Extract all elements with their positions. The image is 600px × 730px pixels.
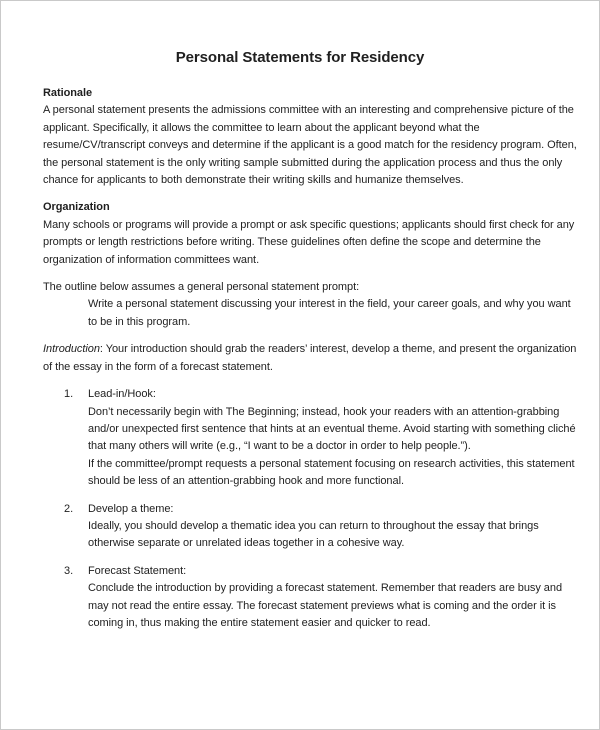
list-item-develop-a-theme bbox=[43, 501, 577, 553]
outline-lead: The outline below assumes a general personal statement prompt: bbox=[43, 281, 360, 294]
list-number: 1. bbox=[64, 388, 74, 401]
section-heading-organization: Organization bbox=[43, 201, 110, 214]
section-rationale bbox=[43, 85, 577, 189]
list-number: 3. bbox=[64, 564, 74, 577]
list-item-paragraph: If the committee/prompt requests a personal statement focusing on research activities, this statement should be less of an attention-grabbing hook and more functional. bbox=[88, 457, 575, 488]
list-item-title: Develop a theme: bbox=[88, 502, 174, 515]
list-item-body bbox=[88, 563, 577, 633]
document-body bbox=[1, 85, 599, 632]
introduction-text: : Your introduction should grab the readers’ interest, develop a theme, and present the organization of the essay in the form of a forecast statement. bbox=[43, 343, 577, 373]
list-item-forecast-statement bbox=[43, 563, 577, 633]
outline-numbered-list bbox=[43, 386, 577, 632]
introduction-label: Introduction bbox=[43, 343, 100, 356]
list-item-title: Forecast Statement: bbox=[88, 564, 187, 577]
section-organization bbox=[43, 199, 577, 269]
list-number: 2. bbox=[64, 502, 74, 515]
list-item-paragraph: Don’t necessarily begin with The Beginning; instead, hook your readers with an attention-grabbing and/or unexpected first sentence that hints at an eventual theme. Avoid starting with something cliché that many others will write (e.g., “I want to be a doctor in order to help people.”). bbox=[88, 405, 576, 453]
list-item-title: Lead-in/Hook: bbox=[88, 388, 156, 401]
outline-prompt: Write a personal statement discussing your interest in the field, your career goals, and why you want to be in this program. bbox=[88, 298, 571, 328]
list-item-paragraph: Conclude the introduction by providing a forecast statement. Remember that readers are busy and may not read the entire essay. The forecast statement previews what is coming and the order it is coming in, thus making the entire statement easier and quicker to read. bbox=[88, 582, 563, 629]
introduction-paragraph bbox=[43, 341, 577, 376]
list-item-body bbox=[88, 386, 577, 490]
organization-paragraph: Many schools or programs will provide a prompt or ask specific questions; applicants should first check for any prompts or length restrictions before writing. These guidelines often define the scope and determine the organization of information committees want. bbox=[43, 218, 575, 266]
section-heading-rationale: Rationale bbox=[43, 87, 93, 99]
rationale-paragraph: A personal statement presents the admissions committee with an interesting and comprehensive picture of the applicant. Specifically, it allows the committee to learn about the applicant beyond what the resume/CV/transcript conveys and determine if the applicant is a good match for the residency program. Often, the personal statement is the only writing sample submitted during the application process and thus the only chance for applicants to both demonstrate their writing skills and humanize themselves. bbox=[43, 104, 577, 187]
document-title: Personal Statements for Residency bbox=[175, 49, 425, 66]
list-item-paragraph: Ideally, you should develop a thematic idea you can return to throughout the essay that brings otherwise separate or unrelated ideas together in a cohesive way. bbox=[88, 519, 539, 550]
list-item-body bbox=[88, 501, 577, 553]
list-item-lead-in-hook bbox=[43, 386, 577, 490]
